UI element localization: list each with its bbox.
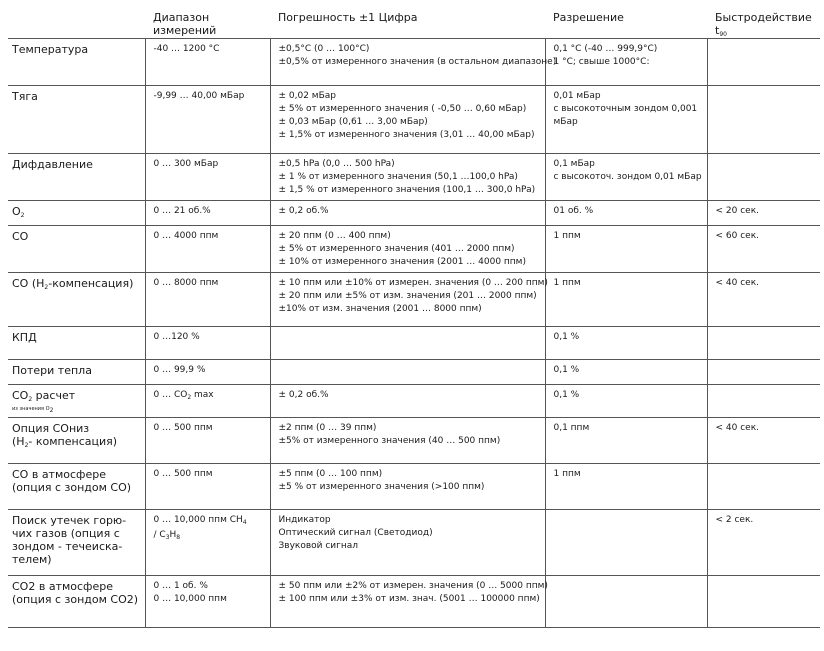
cell-resolution bbox=[545, 576, 707, 628]
cell-response bbox=[707, 360, 820, 385]
error-line: ± 20 ппм или ±5% от изм. значения (201 … 2000 ппм) bbox=[278, 291, 537, 301]
range-line: 0 … 21 об.% bbox=[153, 206, 211, 216]
range-line: 0 …120 % bbox=[153, 332, 200, 342]
cell-range bbox=[145, 86, 270, 154]
cell-response bbox=[707, 576, 820, 628]
resolution-line: 0,1 °C (-40 … 999,9°C) bbox=[553, 44, 658, 54]
cell-response bbox=[707, 86, 820, 154]
cell-range bbox=[145, 510, 270, 576]
cell-range bbox=[145, 418, 270, 464]
error-line: ±5% от измеренного значения (40 … 500 ппм) bbox=[278, 436, 501, 446]
param-line bbox=[12, 553, 145, 566]
param-line bbox=[12, 331, 145, 344]
range-line bbox=[154, 389, 270, 404]
error-line: ±0,5% от измеренного значения (в остальном диапазоне) bbox=[278, 57, 557, 67]
cell-param bbox=[8, 576, 145, 628]
range-line: 0 … 1 об. % bbox=[153, 581, 208, 591]
range-line bbox=[154, 529, 270, 544]
table-row bbox=[8, 327, 820, 360]
cell-response bbox=[707, 464, 820, 510]
table-row bbox=[8, 418, 820, 464]
cell-resolution bbox=[545, 327, 707, 360]
error-line: ±0,5 hPa (0,0 … 500 hPa) bbox=[278, 159, 395, 169]
cell-error bbox=[270, 201, 545, 226]
cell-error bbox=[270, 327, 545, 360]
range-text: 0 … CO bbox=[153, 390, 188, 400]
range-line: 0 … 500 ппм bbox=[153, 469, 213, 479]
resolution-line: 0,1 ппм bbox=[553, 423, 590, 433]
header-row bbox=[8, 6, 820, 39]
param-line bbox=[12, 230, 145, 243]
resolution-line: с высокоточным зондом 0,001 bbox=[553, 104, 698, 114]
range-subscript: 4 bbox=[242, 519, 247, 526]
error-line: ±5 ппм (0 … 100 ппм) bbox=[278, 469, 383, 479]
cell-error bbox=[270, 385, 545, 418]
cell-error bbox=[270, 510, 545, 576]
cell-response bbox=[707, 201, 820, 226]
range-subscript: 2 bbox=[187, 394, 192, 401]
param-line bbox=[12, 205, 145, 222]
param-text: (опция с зондом CO) bbox=[12, 481, 132, 494]
cell-range bbox=[145, 154, 270, 201]
cell-param bbox=[8, 273, 145, 327]
error-line: ± 1,5% от измеренного значения (3,01 … 40,00 мБар) bbox=[278, 130, 535, 140]
range-subscript: 8 bbox=[176, 534, 181, 541]
cell-range bbox=[145, 273, 270, 327]
param-text: Температура bbox=[12, 43, 89, 56]
resolution-line: 01 об. % bbox=[553, 206, 594, 216]
error-line: ± 10% от измеренного значения (2001 … 4000 ппм) bbox=[278, 257, 526, 267]
cell-error bbox=[270, 464, 545, 510]
error-line: ± 100 ппм или ±3% от изм. знач. (5001 … 100000 ппм) bbox=[278, 594, 540, 604]
table-row bbox=[8, 385, 820, 418]
table-row bbox=[8, 510, 820, 576]
range-line: 0 … 8000 ппм bbox=[153, 278, 219, 288]
param-line bbox=[12, 389, 145, 406]
param-text: Поиск утечек горю- bbox=[12, 514, 127, 527]
error-line: ± 0,02 мБар bbox=[278, 91, 336, 101]
error-line: ± 0,2 об.% bbox=[278, 390, 329, 400]
table-row bbox=[8, 360, 820, 385]
cell-range bbox=[145, 201, 270, 226]
table-row bbox=[8, 154, 820, 201]
param-text: Потери тепла bbox=[12, 364, 92, 377]
param-line bbox=[12, 422, 145, 435]
error-line: Звуковой сигнал bbox=[278, 541, 359, 551]
param-subscript: 2 bbox=[44, 284, 49, 291]
range-line: 0 … 10,000 ппм bbox=[153, 594, 227, 604]
table-row bbox=[8, 464, 820, 510]
response-line: < 60 сек. bbox=[715, 231, 759, 241]
param-text: - компенсация) bbox=[28, 435, 118, 448]
resolution-line: 1 ппм bbox=[553, 278, 581, 288]
resolution-line: 0,1 % bbox=[553, 390, 580, 400]
error-line: ± 0,2 об.% bbox=[278, 206, 329, 216]
param-line bbox=[12, 277, 145, 294]
cell-error bbox=[270, 273, 548, 327]
param-text: CO в атмосфере bbox=[12, 468, 106, 481]
error-line: ±5 % от измеренного значения (>100 ппм) bbox=[278, 482, 485, 492]
cell-param bbox=[8, 360, 145, 385]
cell-response bbox=[707, 39, 820, 86]
cell-response bbox=[707, 418, 820, 464]
param-subscript: 2 bbox=[28, 396, 33, 403]
cell-resolution bbox=[545, 201, 707, 226]
cell-param bbox=[8, 510, 145, 576]
range-text: / C bbox=[153, 530, 166, 540]
param-line bbox=[12, 468, 145, 481]
param-text: зондом - течеиска- bbox=[12, 540, 123, 553]
param-text: CO bbox=[12, 389, 29, 402]
cell-response bbox=[707, 385, 820, 418]
header-range: Диапазон измерений bbox=[153, 11, 217, 37]
param-text: (H bbox=[12, 435, 25, 448]
resolution-line: 1 °C; свыше 1000°C: bbox=[553, 57, 650, 67]
cell-error bbox=[270, 418, 545, 464]
range-line: -9,99 … 40,00 мБар bbox=[153, 91, 245, 101]
table-row bbox=[8, 273, 820, 327]
resolution-line: мБар bbox=[553, 117, 578, 127]
error-line: ± 1,5 % от измеренного значения (100,1 … 300,0 hPa) bbox=[278, 185, 536, 195]
resolution-line: 0,1 % bbox=[553, 365, 580, 375]
response-line: < 40 сек. bbox=[715, 278, 759, 288]
cell-resolution bbox=[545, 273, 707, 327]
table-row bbox=[8, 201, 820, 226]
header-error: Погрешность ±1 Цифра bbox=[278, 11, 418, 24]
param-line bbox=[12, 481, 145, 494]
param-line bbox=[12, 364, 145, 377]
range-text: 0 … 10,000 ппм CH bbox=[153, 515, 243, 525]
param-text: Дифдавление bbox=[12, 158, 93, 171]
cell-resolution bbox=[545, 464, 707, 510]
cell-param bbox=[8, 154, 145, 201]
cell-range bbox=[145, 360, 270, 385]
error-line: ± 50 ппм или ±2% от измерен. значения (0 … 5000 ппм) bbox=[278, 581, 548, 591]
param-text: O bbox=[12, 205, 21, 218]
range-line: 0 … 4000 ппм bbox=[153, 231, 219, 241]
param-line bbox=[12, 158, 145, 171]
resolution-line: 1 ппм bbox=[553, 231, 581, 241]
cell-range bbox=[145, 39, 270, 86]
param-subscript: 2 bbox=[20, 212, 25, 219]
range-line: -40 … 1200 °C bbox=[153, 44, 220, 54]
error-line: ±10% от изм. значения (2001 … 8000 ппм) bbox=[278, 304, 482, 314]
table-row bbox=[8, 86, 820, 154]
param-note-subscript: 2 bbox=[49, 407, 54, 414]
cell-range bbox=[145, 327, 270, 360]
header-resolution: Разрешение bbox=[553, 11, 624, 24]
cell-resolution bbox=[545, 418, 707, 464]
cell-resolution bbox=[545, 360, 707, 385]
cell-param bbox=[8, 201, 145, 226]
cell-error bbox=[270, 576, 548, 628]
header-response bbox=[707, 6, 820, 39]
header-response-sub: 90 bbox=[719, 31, 727, 38]
param-subscript: 2 bbox=[24, 442, 29, 449]
cell-param bbox=[8, 385, 145, 418]
range-line: 0 … 99,9 % bbox=[153, 365, 206, 375]
range-subscript: 3 bbox=[165, 534, 170, 541]
param-line bbox=[12, 90, 145, 103]
resolution-line: 1 ппм bbox=[553, 469, 581, 479]
param-text: телем) bbox=[12, 553, 52, 566]
cell-error bbox=[270, 86, 545, 154]
table-row bbox=[8, 39, 820, 86]
param-note bbox=[12, 406, 145, 414]
cell-response bbox=[707, 154, 820, 201]
param-text: расчет bbox=[32, 389, 76, 402]
param-line bbox=[12, 527, 145, 540]
param-line bbox=[12, 435, 145, 452]
table-row bbox=[8, 226, 820, 273]
cell-range bbox=[145, 464, 270, 510]
specifications-table bbox=[8, 6, 820, 628]
param-line bbox=[12, 580, 145, 593]
error-line: ± 1 % от измеренного значения (50,1 …100,0 hPa) bbox=[278, 172, 518, 182]
response-line: < 2 сек. bbox=[715, 515, 754, 525]
cell-resolution bbox=[545, 86, 707, 154]
param-text: чих газов (опция с bbox=[12, 527, 120, 540]
cell-error bbox=[270, 226, 545, 273]
error-line: ±2 ппм (0 … 39 ппм) bbox=[278, 423, 377, 433]
header-param bbox=[8, 6, 145, 39]
response-line: < 20 сек. bbox=[715, 206, 759, 216]
error-line: ± 20 ппм (0 … 400 ппм) bbox=[278, 231, 391, 241]
param-text: CO2 в атмосфере bbox=[12, 580, 113, 593]
param-line bbox=[12, 593, 145, 606]
param-text: CO bbox=[12, 230, 29, 243]
param-text: Тяга bbox=[12, 90, 38, 103]
cell-range bbox=[145, 226, 270, 273]
header-response-label: Быстродействие t bbox=[715, 11, 812, 37]
error-line: Оптический сигнал (Светодиод) bbox=[278, 528, 433, 538]
cell-param bbox=[8, 39, 145, 86]
param-line bbox=[12, 540, 145, 553]
cell-range bbox=[145, 576, 270, 628]
cell-error bbox=[270, 39, 557, 86]
resolution-line: с высокоточ. зондом 0,01 мБар bbox=[553, 172, 702, 182]
cell-response bbox=[707, 510, 820, 576]
range-text: H bbox=[169, 530, 177, 540]
cell-param bbox=[8, 418, 145, 464]
error-line: ± 5% от измеренного значения (401 … 2000 ппм) bbox=[278, 244, 515, 254]
resolution-line: 0,01 мБар bbox=[553, 91, 601, 101]
cell-error bbox=[270, 360, 545, 385]
cell-param bbox=[8, 86, 145, 154]
param-note-text: из значения O bbox=[12, 406, 50, 412]
range-line: 0 … 300 мБар bbox=[153, 159, 219, 169]
range-text: max bbox=[191, 390, 214, 400]
cell-resolution bbox=[545, 39, 707, 86]
range-line bbox=[154, 514, 270, 529]
param-text: -компенсация) bbox=[48, 277, 134, 290]
cell-response bbox=[707, 327, 820, 360]
cell-resolution bbox=[545, 226, 707, 273]
cell-response bbox=[707, 226, 820, 273]
resolution-line: 0,1 % bbox=[553, 332, 580, 342]
cell-resolution bbox=[545, 385, 707, 418]
param-line bbox=[12, 43, 145, 56]
range-line: 0 … 500 ппм bbox=[153, 423, 213, 433]
error-line: Индикатор bbox=[278, 515, 331, 525]
cell-param bbox=[8, 226, 145, 273]
response-line: < 40 сек. bbox=[715, 423, 759, 433]
cell-resolution bbox=[545, 154, 707, 201]
table-row bbox=[8, 576, 820, 628]
resolution-line: 0,1 мБар bbox=[553, 159, 595, 169]
cell-resolution bbox=[545, 510, 707, 576]
error-line: ± 0,03 мБар (0,61 … 3,00 мБар) bbox=[278, 117, 428, 127]
param-text: CO (H bbox=[12, 277, 45, 290]
param-text: (опция с зондом CO2) bbox=[12, 593, 139, 606]
cell-param bbox=[8, 327, 145, 360]
param-text: Опция COниз bbox=[12, 422, 90, 435]
param-text: КПД bbox=[12, 331, 37, 344]
error-line: ± 5% от измеренного значения ( -0,50 … 0,60 мБар) bbox=[278, 104, 527, 114]
cell-param bbox=[8, 464, 145, 510]
cell-range bbox=[145, 385, 270, 418]
cell-response bbox=[707, 273, 820, 327]
cell-error bbox=[270, 154, 545, 201]
param-line bbox=[12, 514, 145, 527]
error-line: ±0,5°C (0 … 100°C) bbox=[278, 44, 370, 54]
error-line: ± 10 ппм или ±10% от измерен. значения (0 … 200 ппм) bbox=[278, 278, 548, 288]
